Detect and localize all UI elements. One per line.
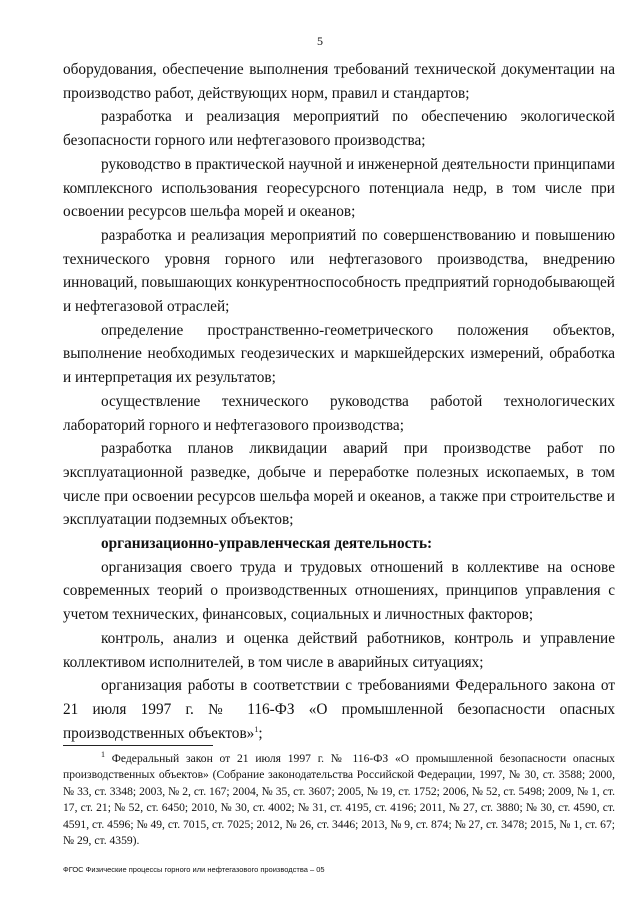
paragraph: руководство в практической научной и инженерной деятельности принципами комплексного использования георесурсного потенциала недр, в том числе при освоении ресурсов шельфа морей и океанов; (63, 155, 615, 221)
page-number: 5 (317, 34, 323, 48)
paragraph: оборудования, обеспечение выполнения требований технической документации на производство работ, действующих норм, правил и стандартов; (63, 61, 615, 102)
paragraph: организация своего труда и трудовых отношений в коллективе на основе современных теорий о производственных отношениях, принципов управления с учетом технических, финансовых, социальных и личностных факторов; (63, 558, 615, 624)
paragraph: осуществление технического руководства работой технологических лабораторий горного и нефтегазового производства; (63, 392, 615, 434)
paragraph-text: организация работы в соответствии с требованиями Федерального закона от 21 июля 1997 г. № 116-ФЗ «О промышленной безопасности опасных производственных объектов» (63, 677, 615, 742)
footnote (63, 751, 615, 849)
paragraph: разработка и реализация мероприятий по совершенствованию и повышению технического уровня горного или нефтегазового производства, внедрению инноваций, повышающих конкурентноспособность предприятий горнодобывающей и нефтегазовой отраслей; (63, 226, 615, 316)
footnote-paragraph (63, 751, 615, 849)
paragraph: разработка и реализация мероприятий по обеспечению экологической безопасности горного или нефтегазового производства; (63, 108, 615, 150)
paragraph: контроль, анализ и оценка действий работников, контроль и управление коллективом исполнителей, в том числе в аварийных ситуациях; (63, 629, 615, 671)
paragraph-with-footnote (63, 674, 615, 745)
footnote-separator (63, 745, 213, 746)
document-body (63, 58, 615, 745)
page-footer: ФГОС Физические процессы горного или нефтегазового производства – 05 (63, 865, 325, 874)
paragraph: разработка планов ликвидации аварий при производстве работ по эксплуатационной разведке, добыче и переработке полезных ископаемых, в том числе при освоении ресурсов шельфа морей и океанов, а также при строительстве и эксплуатации подземных объектов; (63, 440, 615, 529)
footnote-text: Федеральный закон от 21 июля 1997 г. № 116-ФЗ «О промышленной безопасности опасных производственных объектов» (Собрание законодательства Российской Федерации, 1997, № 30, ст. 3588; 2000, № 33, ст. 3348; 2003, № 2, ст. 167; 2004, № 35, ст. 3607; 2005, № 19, ст. 1752; 2006, № 52, ст. 5498; 2009, № 1, ст. 17, ст. 21; № 52, ст. 6450; 2010, № 30, ст. 4002; № 31, ст. 4195, ст. 4196; 2011, № 27, ст. 3880; № 30, ст. 4590, ст. 4591, ст. 4596; № 49, ст. 7015, ст. 7025; 2012, № 26, ст. 3446; 2013, № 9, ст. 874; № 27, ст. 3478; 2015, № 1, ст. 67; № 29, ст. 4359). (63, 752, 615, 848)
paragraph: определение пространственно-геометрического положения объектов, выполнение необходимых геодезических и маркшейдерских измерений, обработка и интерпретация их результатов; (63, 321, 615, 387)
section-heading: организационно-управленческая деятельность: (101, 535, 433, 553)
footnote-mark: 1 (101, 750, 105, 760)
footnote-reference[interactable]: 1 (254, 724, 259, 734)
paragraph-end: ; (258, 724, 263, 742)
